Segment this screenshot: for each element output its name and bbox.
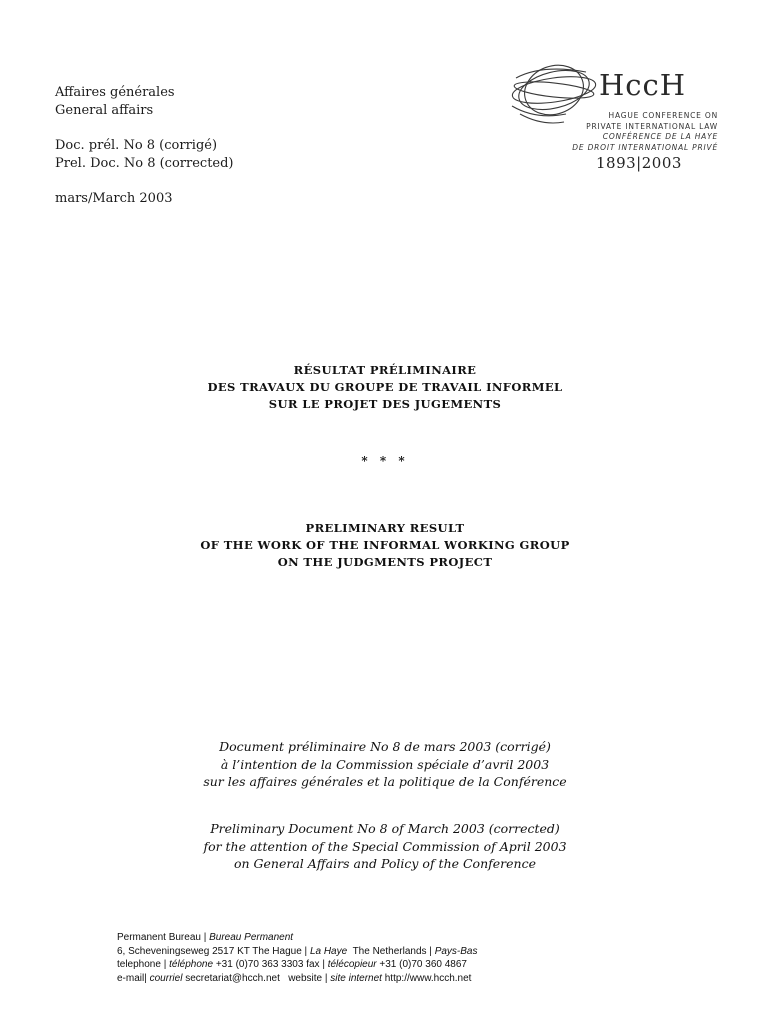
title-en	[175, 520, 595, 571]
tel-number: +31 (0)70 363 3303	[215, 959, 304, 970]
doc-number-fr: Doc. prél. No 8 (corrigé)	[55, 138, 218, 153]
description-fr-line: Document préliminaire No 8 de mars 2003 (corrigé)	[219, 739, 551, 754]
doc-number-en: Prel. Doc. No 8 (corrected)	[55, 156, 234, 171]
footer-line-phone	[117, 958, 477, 972]
logo-years: 1893|2003	[596, 154, 682, 172]
title-fr-line: SUR LE PROJET DES JUGEMENTS	[268, 397, 502, 411]
title-en-line: PRELIMINARY RESULT	[305, 521, 465, 535]
description-fr-line: sur les affaires générales et la politique de la Conférence	[203, 774, 567, 789]
web-label-fr: site internet	[330, 972, 382, 984]
address: 6, Scheveningseweg 2517 KT The Hague	[117, 945, 302, 957]
description-fr-line: à l’intention de la Commission spéciale d’avril 2003	[220, 756, 550, 772]
category-fr: Affaires générales	[55, 85, 175, 100]
country: The Netherlands	[352, 945, 427, 957]
title-fr-line: RÉSULTAT PRÉLIMINAIRE	[293, 363, 477, 377]
title-en-line: ON THE JUDGMENTS PROJECT	[277, 555, 493, 569]
description-en	[175, 820, 595, 873]
country-fr: Pays-Bas	[434, 945, 478, 957]
description-en-line: on General Affairs and Policy of the Conference	[234, 856, 536, 871]
footer-line-address	[117, 945, 477, 959]
bureau-en: Permanent Bureau	[117, 932, 201, 943]
doc-date: mars/March 2003	[55, 191, 173, 206]
footer-line-web	[117, 972, 477, 986]
description-fr	[175, 738, 595, 791]
email-label: e-mail	[117, 972, 145, 984]
footer-contact	[117, 931, 477, 985]
separator: |	[203, 932, 207, 943]
separator-stars: * * *	[361, 454, 409, 468]
category-en: General affairs	[55, 103, 154, 118]
bureau-fr: Bureau Permanent	[209, 932, 294, 943]
website-link[interactable]: http://www.hcch.net	[384, 972, 472, 984]
description-en-line: for the attention of the Special Commission of April 2003	[203, 838, 567, 854]
separator: |	[163, 959, 167, 970]
separator: |	[324, 972, 328, 984]
title-en-line: OF THE WORK OF THE INFORMAL WORKING GROUP	[200, 538, 570, 552]
logo-name: HccH	[599, 68, 687, 102]
hcch-logo	[506, 58, 720, 178]
separator: |	[429, 945, 432, 957]
email-label-fr: courriel	[149, 972, 183, 984]
description-en-line: Preliminary Document No 8 of March 2003 (corrected)	[210, 821, 560, 836]
title-fr	[175, 362, 595, 413]
city-fr: La Haye	[309, 945, 348, 957]
logo-line-4: DE DROIT INTERNATIONAL PRIVÉ	[572, 142, 718, 152]
fax-label: fax	[306, 959, 320, 970]
fax-number: +31 (0)70 360 4867	[379, 959, 467, 970]
separator: |	[322, 959, 325, 970]
fax-label-fr: télécopieur	[327, 959, 377, 970]
separator: |	[144, 972, 147, 984]
tel-label-fr: téléphone	[169, 959, 214, 970]
web-label: website	[288, 972, 323, 984]
title-fr-line: DES TRAVAUX DU GROUPE DE TRAVAIL INFORMEL	[207, 380, 563, 394]
footer-line-bureau	[117, 931, 477, 945]
tel-label: telephone	[117, 959, 161, 970]
logo-line-2: PRIVATE INTERNATIONAL LAW	[586, 121, 718, 131]
email-link[interactable]: secretariat@hcch.net	[185, 972, 280, 984]
separator: |	[304, 945, 308, 957]
document-meta	[55, 84, 234, 208]
logo-line-3: CONFÉRENCE DE LA HAYE	[602, 132, 718, 141]
logo-line-1: HAGUE CONFERENCE ON	[608, 111, 718, 120]
